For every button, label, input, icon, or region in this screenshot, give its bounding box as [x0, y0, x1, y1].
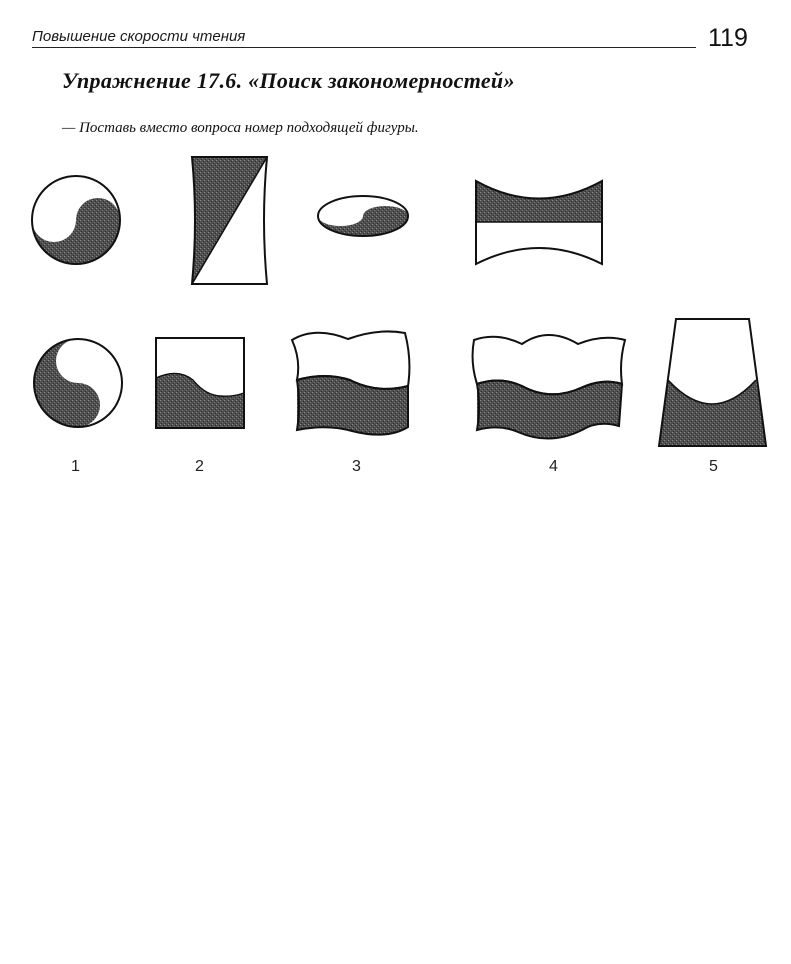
- task-circle-figure: [32, 176, 120, 264]
- option-2-label: 2: [195, 458, 204, 475]
- task-hourglass-figure: [192, 157, 267, 284]
- exercise-title: Упражнение 17.6. «Поиск закономерностей»: [62, 68, 515, 93]
- option-3-label: 3: [352, 458, 361, 475]
- option-4-label: 4: [549, 458, 558, 475]
- option-1-label: 1: [71, 458, 80, 475]
- option-4-figure[interactable]: [473, 335, 625, 439]
- option-1-figure[interactable]: [34, 339, 122, 427]
- option-5-figure[interactable]: [659, 319, 766, 446]
- page-number: 119: [708, 24, 748, 52]
- running-header-title: Повышение скорости чтения: [32, 28, 246, 45]
- exercise-instruction: — Поставь вместо вопроса номер подходящей фигуры.: [62, 120, 419, 136]
- task-saddle-figure: [476, 181, 602, 264]
- option-3-figure[interactable]: [292, 331, 409, 434]
- option-5-label: 5: [709, 458, 718, 475]
- task-ellipse-figure: [318, 196, 408, 236]
- option-2-figure[interactable]: [156, 338, 244, 428]
